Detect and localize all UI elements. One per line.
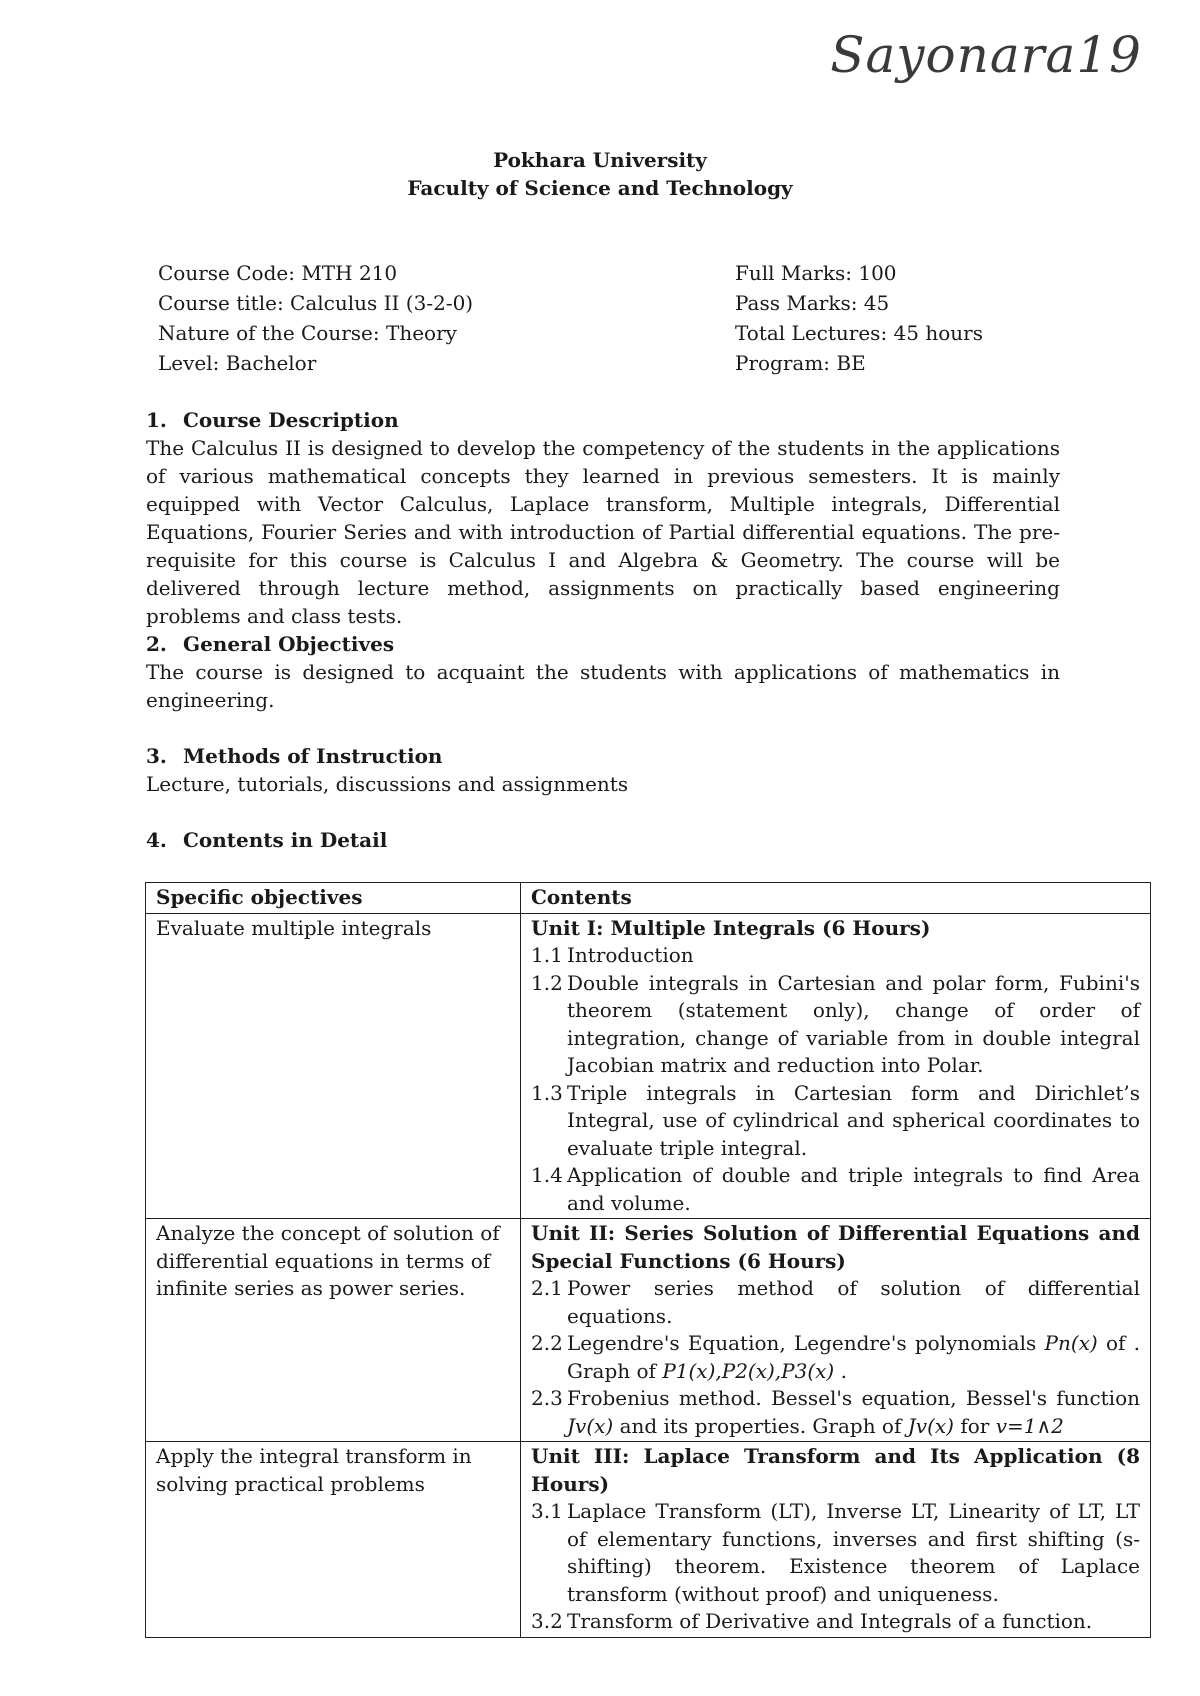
course-info [158, 258, 1058, 378]
column-header-objectives: Specific objectives [146, 883, 521, 914]
item-text: Introduction [567, 943, 694, 967]
section-number: 4. [146, 828, 167, 852]
unit-title: Unit III: Laplace Transform and Its Application (8 Hours) [531, 1444, 1140, 1496]
section-number: 1. [146, 408, 167, 432]
section-title: Contents in Detail [183, 828, 388, 852]
full-marks: Full Marks: 100 [735, 261, 897, 285]
item-number: 3.1 [531, 1499, 563, 1523]
contents-cell [521, 1442, 1151, 1638]
math-expression: P1(x),P2(x),P3(x) [662, 1358, 835, 1383]
item-text: Laplace Transform (LT), Inverse LT, Linearity of LT, LT of elementary functions, inverses and first shifting (s-shifting) theorem. Existence theorem of Laplace transform (without proof) and uniqueness. [567, 1499, 1140, 1606]
item-text-part: and its properties. Graph of [619, 1413, 902, 1438]
program: Program: BE [735, 351, 866, 375]
item-text-part: for [960, 1413, 990, 1438]
section-general-objectives [146, 630, 1060, 714]
item-text-part: of . Graph of [567, 1331, 1141, 1383]
pass-marks: Pass Marks: 45 [735, 291, 890, 315]
list-item [531, 1080, 1140, 1163]
course-info-row [158, 348, 1058, 378]
item-text: Transform of Derivative and Integrals of a function. [567, 1609, 1093, 1633]
math-expression: Pn(x) [1044, 1331, 1098, 1355]
section-body: Lecture, tutorials, discussions and assignments [146, 772, 629, 796]
item-number: 3.2 [531, 1609, 563, 1633]
math-expression: v=1∧2 [995, 1413, 1064, 1438]
course-info-row [158, 318, 1058, 348]
contents-table [145, 882, 1151, 1638]
item-text: Triple integrals in Cartesian form and Dirichlet’s Integral, use of cylindrical and spherical coordinates to evaluate triple integral. [567, 1080, 1140, 1160]
item-text: Double integrals in Cartesian and polar form, Fubini's theorem (statement only), change of order of integration, change of variable from in double integral Jacobian matrix and reduction into Polar. [567, 970, 1140, 1077]
section-heading [146, 742, 1060, 770]
list-item [531, 942, 1140, 970]
list-item [531, 1275, 1140, 1330]
section-heading [146, 826, 1060, 854]
item-number: 2.1 [531, 1276, 563, 1300]
objective-cell: Apply the integral transform in solving practical problems [146, 1442, 521, 1638]
item-text-part: Legendre's Equation, Legendre's polynomials [567, 1331, 1037, 1355]
objective-cell: Analyze the concept of solution of differential equations in terms of infinite series as power series. [146, 1219, 521, 1442]
item-text [567, 1385, 1140, 1440]
section-heading [146, 630, 1060, 658]
item-number: 2.3 [531, 1386, 563, 1410]
list-item [531, 1162, 1140, 1217]
item-text-part: Frobenius method. Bessel's equation, Bessel's function [567, 1386, 1140, 1410]
item-text: Power series method of solution of differential equations. [567, 1276, 1140, 1328]
section-contents-in-detail [146, 826, 1060, 854]
course-title: Course title: Calculus II (3-2-0) [158, 291, 474, 315]
item-text [567, 1330, 1140, 1385]
course-code: Course Code: MTH 210 [158, 261, 398, 285]
course-info-row [158, 288, 1058, 318]
contents-cell [521, 1219, 1151, 1442]
contents-cell [521, 913, 1151, 1219]
unit-title: Unit II: Series Solution of Differential Equations and Special Functions (6 Hours) [531, 1221, 1140, 1273]
section-title: Course Description [183, 408, 399, 432]
list-item [531, 1498, 1140, 1608]
column-header-contents: Contents [521, 883, 1151, 914]
table-row [146, 1442, 1151, 1638]
section-body: The course is designed to acquaint the students with applications of mathematics in engineering. [146, 660, 1060, 712]
section-title: Methods of Instruction [183, 744, 443, 768]
section-title: General Objectives [183, 632, 395, 656]
list-item [531, 1385, 1140, 1440]
table-row [146, 1219, 1151, 1442]
item-number: 2.2 [531, 1331, 563, 1355]
document-header [0, 146, 1200, 202]
section-methods-of-instruction [146, 742, 1060, 798]
list-item [531, 970, 1140, 1080]
table-header-row [146, 883, 1151, 914]
item-number: 1.4 [531, 1163, 563, 1187]
course-info-row [158, 258, 1058, 288]
faculty-name: Faculty of Science and Technology [407, 176, 793, 200]
total-lectures: Total Lectures: 45 hours [735, 321, 983, 345]
table-row [146, 913, 1151, 1219]
item-number: 1.3 [531, 1080, 563, 1105]
math-expression: Jv(x) [907, 1413, 954, 1438]
list-item [531, 1330, 1140, 1385]
unit-title: Unit I: Multiple Integrals (6 Hours) [531, 915, 931, 940]
course-level: Level: Bachelor [158, 351, 317, 375]
course-nature: Nature of the Course: Theory [158, 321, 457, 345]
item-number: 1.1 [531, 943, 563, 967]
item-text: Application of double and triple integrals to find Area and volume. [567, 1163, 1140, 1215]
objective-cell: Evaluate multiple integrals [146, 913, 521, 1219]
section-body: The Calculus II is designed to develop the competency of the students in the applications of various mathematical concepts they learned in previous semesters. It is mainly equipped with Vector Calculus, Laplace transform, Multiple integrals, Differential Equations, Fourier Series and with introduction of Partial differential equations. The pre-requisite for this course is Calculus I and Algebra & Geometry. The course will be delivered through lecture method, assignments on practically based engineering problems and class tests. [146, 436, 1060, 628]
university-name: Pokhara University [493, 148, 707, 172]
section-course-description [146, 406, 1060, 630]
watermark-signature: Sayonara19 [830, 26, 1142, 84]
section-number: 3. [146, 744, 167, 768]
math-expression: Jv(x) [567, 1413, 614, 1438]
section-heading [146, 406, 1060, 434]
section-number: 2. [146, 632, 167, 656]
item-text-part: . [840, 1358, 847, 1383]
item-number: 1.2 [531, 970, 563, 995]
list-item [531, 1608, 1140, 1636]
